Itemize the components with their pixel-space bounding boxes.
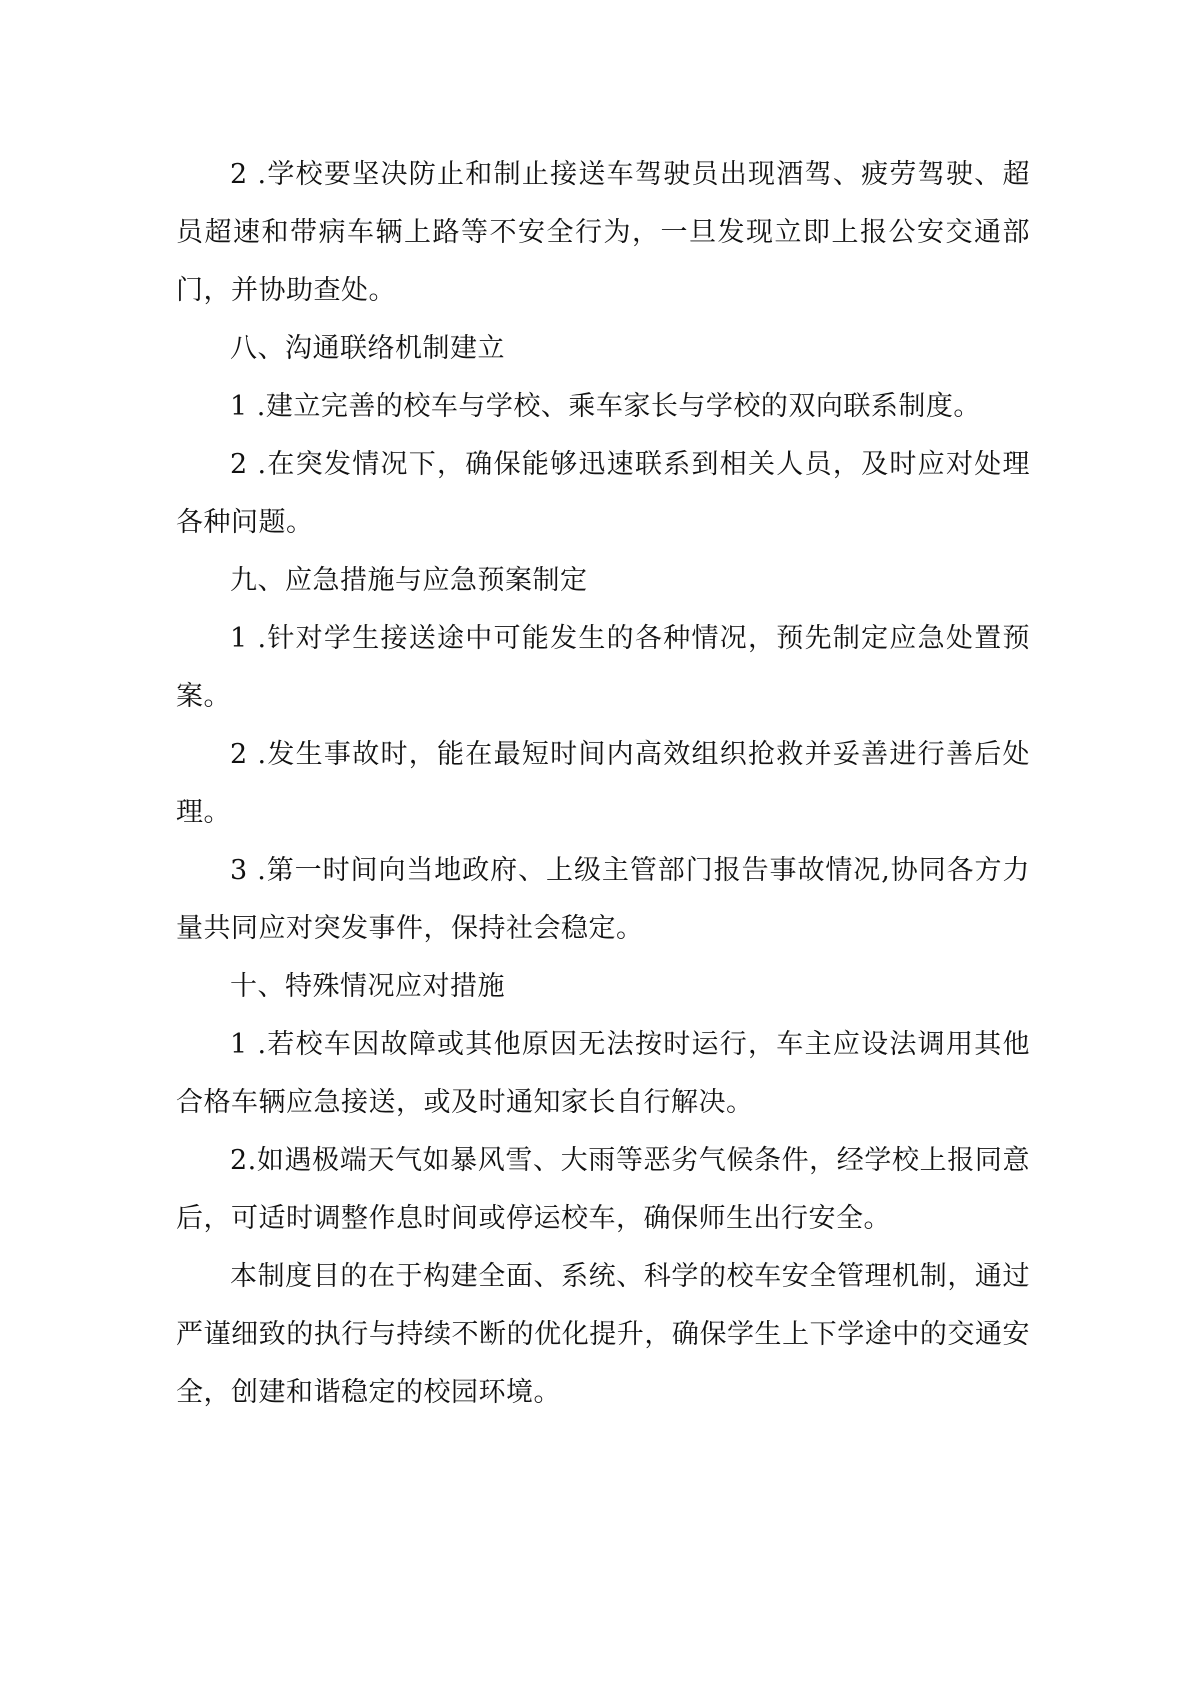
section-heading-emergency-plan: 九、应急措施与应急预案制定 [230,565,588,596]
paragraph-item-3-report: 3 .第一时间向当地政府、上级主管部门报告事故情况,协同各方力量共同应对突发事件，保持社会稳定。 [176,855,1030,944]
paragraph-conclusion: 本制度目的在于构建全面、系统、科学的校车安全管理机制，通过严谨细致的执行与持续不断的优化提升，确保学生上下学途中的交通安全，创建和谐稳定的校园环境。 [176,1261,1030,1408]
paragraph-item-1-contact-system: 1 .建立完善的校车与学校、乘车家长与学校的双向联系制度。 [230,391,981,422]
paragraph-item-2-drunk-driving: 2 .学校要坚决防止和制止接送车驾驶员出现酒驾、疲劳驾驶、超员超速和带病车辆上路等不安全行为，一旦发现立即上报公安交通部门，并协助查处。 [176,159,1030,306]
paragraph-item-2-accident: 2 .发生事故时，能在最短时间内高效组织抢救并妥善进行善后处理。 [176,739,1030,828]
section-heading-special-cases: 十、特殊情况应对措施 [230,971,505,1002]
paragraph-item-1-breakdown: 1 .若校车因故障或其他原因无法按时运行，车主应设法调用其他合格车辆应急接送，或及时通知家长自行解决。 [176,1029,1030,1118]
paragraph-item-1-plan: 1 .针对学生接送途中可能发生的各种情况，预先制定应急处置预案。 [176,623,1030,712]
section-heading-communication: 八、沟通联络机制建立 [230,333,505,364]
paragraph-item-2-emergency-contact: 2 .在突发情况下，确保能够迅速联系到相关人员，及时应对处理各种问题。 [176,449,1030,538]
document-body [176,146,1030,1422]
paragraph-item-2-weather: 2.如遇极端天气如暴风雪、大雨等恶劣气候条件，经学校上报同意后，可适时调整作息时间或停运校车，确保师生出行安全。 [176,1145,1030,1234]
